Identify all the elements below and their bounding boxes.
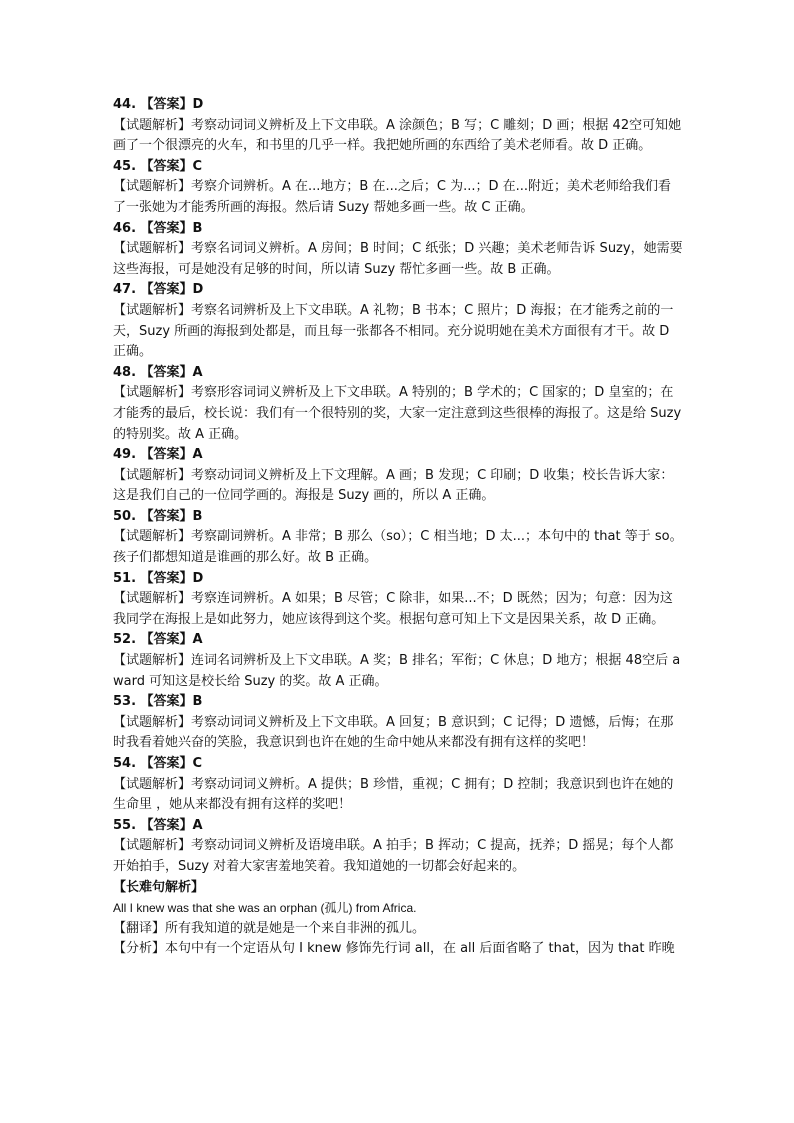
question-block-50	[113, 507, 683, 569]
question-block-46	[113, 219, 683, 281]
question-block-53	[113, 692, 683, 754]
analysis-paragraph: 【试题解析】考察连词辨析。A 如果；B 尽管；C 除非，如果...不；D 既然；因为；句意：因为这我同学在海报上是如此努力，她应该得到这个奖。根据句意可知上下文是因果关系，故 D 正确。	[113, 591, 673, 627]
example-sentence: All I knew was that she was an orphan (孤儿) from Africa.	[113, 901, 417, 916]
analysis-paragraph: 【试题解析】考察动词词义辨析及上下文理解。A 画；B 发现；C 印刷；D 收集；校长告诉大家：这是我们自己的一位同学画的。海报是 Suzy 画的，所以 A 正确。	[113, 467, 674, 504]
answer-line: 54. 【答案】C	[113, 756, 203, 771]
answer-line: 47. 【答案】D	[113, 282, 204, 298]
section-heading: 【长难句解析】	[113, 879, 205, 895]
translation-paragraph: 【翻译】所有我知道的就是她是一个来自非洲的孤儿。	[113, 920, 426, 936]
answer-line: 46. 【答案】B	[113, 220, 203, 236]
question-block-45	[113, 157, 683, 219]
question-block-51	[113, 569, 683, 631]
answer-line: 44. 【答案】D	[113, 97, 204, 112]
analysis-paragraph: 【试题解析】考察动词词义辨析及上下文串联。A 回复；B 意识到；C 记得；D 遗憾，后悔；在那时我看着她兴奋的笑脸，我意识到也许在她的生命中她从来都没有拥有这样的奖吧！	[113, 714, 674, 751]
answer-line: 52. 【答案】A	[113, 632, 203, 648]
analysis-paragraph: 【试题解析】连词名词辨析及上下文串联。A 奖；B 排名；军衔；C 休息；D 地方；根据 48空后 award 可知这是校长给 Suzy 的奖。故 A 正确。	[113, 653, 681, 689]
analysis-paragraph: 【试题解析】考察副词辨析。A 非常；B 那么（so）；C 相当地；D 太...；本句中的 that 等于 so。孩子们都想知道是谁画的那么好。故 B 正确。	[113, 529, 683, 566]
document-body	[113, 95, 686, 960]
question-block-55	[113, 816, 683, 878]
question-block-48	[113, 363, 686, 445]
analysis-paragraph: 【试题解析】考察形容词词义辨析及上下文串联。A 特别的；B 学术的；C 国家的；D 皇室的；在才能秀的最后，校长说：我们有一个很特别的奖，大家一定注意到这些很棒的海报了。这是给 Suzy 的特别奖。故 A 正确。	[113, 385, 686, 442]
answer-line: 53. 【答案】B	[113, 694, 203, 710]
question-block-49	[113, 445, 683, 507]
answer-line: 55. 【答案】A	[113, 817, 203, 833]
analysis-paragraph: 【分析】本句中有一个定语从句 I knew 修饰先行词 all，在 all 后面省略了 that，因为 that 昨晚	[113, 941, 675, 957]
question-block-52	[113, 630, 683, 692]
analysis-paragraph: 【试题解析】考察动词词义辨析。A 提供；B 珍惜，重视；C 拥有；D 控制；我意识到也许在她的生命里 ，她从来都没有拥有这样的奖吧！	[113, 776, 674, 813]
answer-line: 49. 【答案】A	[113, 447, 203, 463]
analysis-paragraph: 【试题解析】考察名词词义辨析。A 房间；B 时间；C 纸张；D 兴趣；美术老师告诉 Suzy，她需要这些海报，可是她没有足够的时间，所以请 Suzy 帮忙多画一些。故 B 正确。	[113, 241, 683, 277]
answer-line: 51. 【答案】D	[113, 570, 204, 586]
analysis-paragraph: 【试题解析】考察名词辨析及上下文串联。A 礼物；B 书本；C 照片；D 海报；在才能秀之前的一天，Suzy 所画的海报到处都是，而且每一张都各不相同。充分说明她在美术方面很有才干。故 D 正确。	[113, 302, 674, 360]
answer-line: 45. 【答案】C	[113, 158, 203, 174]
long-sentence-section	[113, 878, 683, 960]
analysis-paragraph: 【试题解析】考察动词词义辨析及上下文串联。A 涂颜色；B 写；C 雕刻；D 画；根据 42空可知她画了一个很漂亮的火车，和书里的几乎一样。我把她所画的东西给了美术老师看。故 D 正确。	[113, 117, 682, 154]
question-block-47	[113, 280, 683, 362]
answer-line: 48. 【答案】A	[113, 364, 203, 380]
analysis-paragraph: 【试题解析】考察动词词义辨析及语境串联。A 拍手；B 挥动；C 提高，抚养；D 摇晃；每个人都开始拍手，Suzy 对着大家害羞地笑着。我知道她的一切都会好起来的。	[113, 838, 674, 874]
question-block-54	[113, 754, 683, 816]
question-block-44	[113, 95, 683, 157]
analysis-paragraph: 【试题解析】考察介词辨析。A 在...地方；B 在...之后；C 为...；D 在...附近；美术老师给我们看了一张她为才能秀所画的海报。然后请 Suzy 帮她多画一些。故 C 正确。	[113, 179, 672, 215]
answer-line: 50. 【答案】B	[113, 508, 203, 524]
